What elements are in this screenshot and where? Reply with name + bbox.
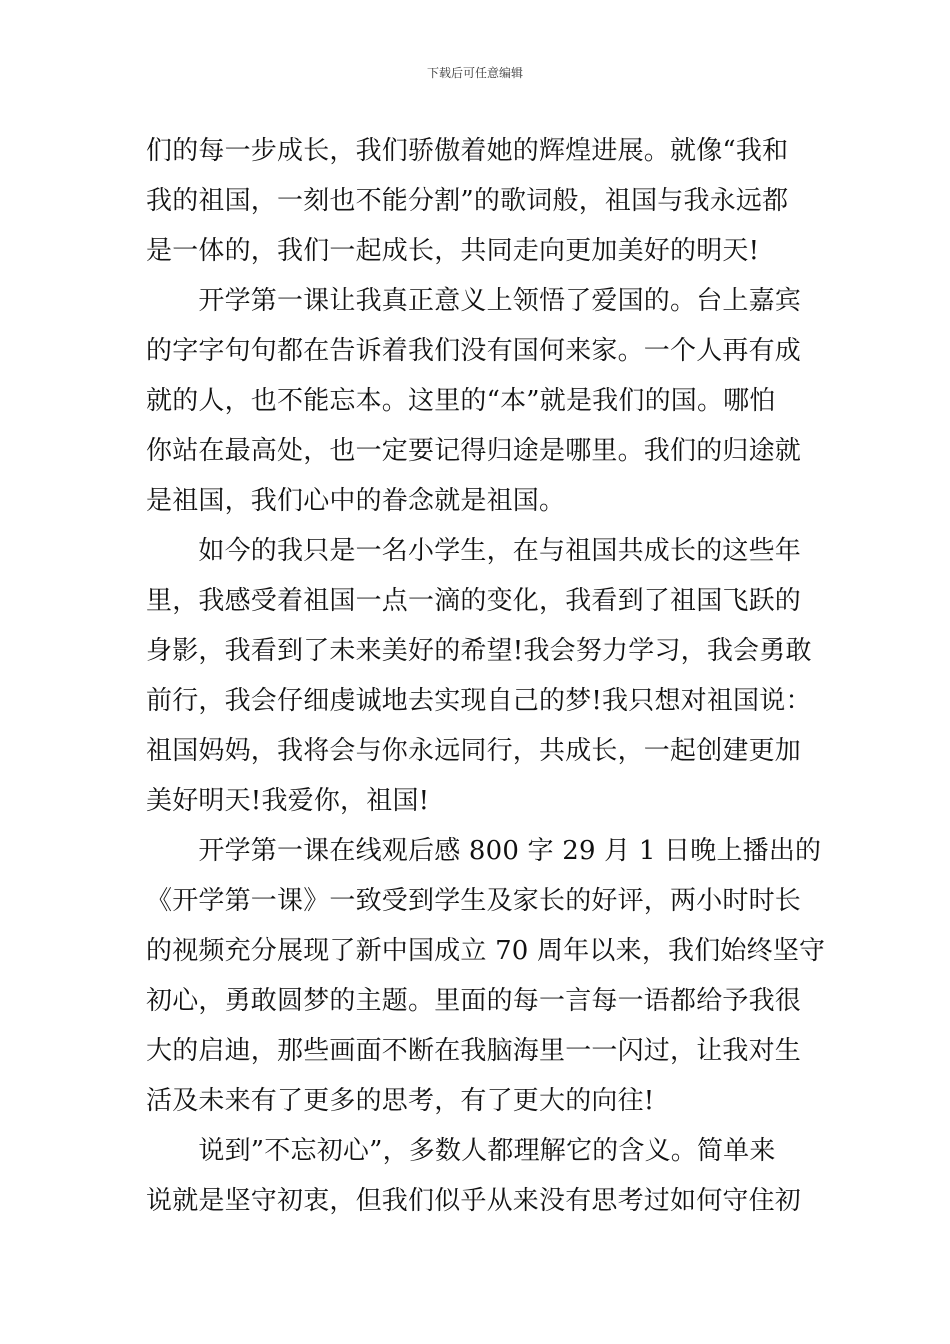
text-line: 里，我感受着祖国一点一滴的变化，我看到了祖国飞跃的 [146, 586, 802, 616]
text-line: 开学第一课让我真正意义上领悟了爱国的。台上嘉宾 [146, 286, 802, 316]
text-line: 就的人，也不能忘本。这里的“本”就是我们的国。哪怕 [146, 386, 776, 416]
document-body [146, 126, 826, 1226]
text-line: 初心，勇敢圆梦的主题。里面的每一言每一语都给予我很 [146, 986, 802, 1016]
text-line: 美好明天!我爱你，祖国! [146, 786, 430, 816]
text-line: 大的启迪，那些画面不断在我脑海里一一闪过，让我对生 [146, 1036, 802, 1066]
text-line: 们的每一步成长，我们骄傲着她的辉煌进展。就像“我和 [146, 136, 789, 166]
text-line: 的字字句句都在告诉着我们没有国何来家。一个人再有成 [146, 336, 802, 366]
page-header: 下载后可任意编辑 [426, 66, 523, 80]
text-line: 如今的我只是一名小学生，在与祖国共成长的这些年 [146, 536, 802, 566]
text-line: 开学第一课在线观后感 800 字 29 月 1 日晚上播出的 [146, 836, 822, 866]
text-line: 的视频充分展现了新中国成立 70 周年以来，我们始终坚守 [146, 936, 826, 966]
text-line: 我的祖国，一刻也不能分割”的歌词般，祖国与我永远都 [146, 186, 789, 216]
text-line: 《开学第一课》一致受到学生及家长的好评，两小时时长 [146, 886, 802, 916]
text-line: 说就是坚守初衷，但我们似乎从来没有思考过如何守住初 [146, 1186, 802, 1216]
text-line: 说到”不忘初心”，多数人都理解它的含义。简单来 [146, 1136, 776, 1166]
text-line: 活及未来有了更多的思考，有了更大的向往! [146, 1086, 655, 1116]
text-line: 你站在最高处，也一定要记得归途是哪里。我们的归途就 [146, 436, 802, 466]
text-line: 祖国妈妈，我将会与你永远同行，共成长，一起创建更加 [146, 736, 802, 766]
text-line: 是一体的，我们一起成长，共同走向更加美好的明天! [146, 236, 760, 266]
text-line: 是祖国，我们心中的眷念就是祖国。 [146, 486, 566, 516]
text-line: 前行，我会仔细虔诚地去实现自己的梦!我只想对祖国说： [146, 686, 812, 716]
text-line: 身影，我看到了未来美好的希望!我会努力学习，我会勇敢 [146, 636, 812, 666]
